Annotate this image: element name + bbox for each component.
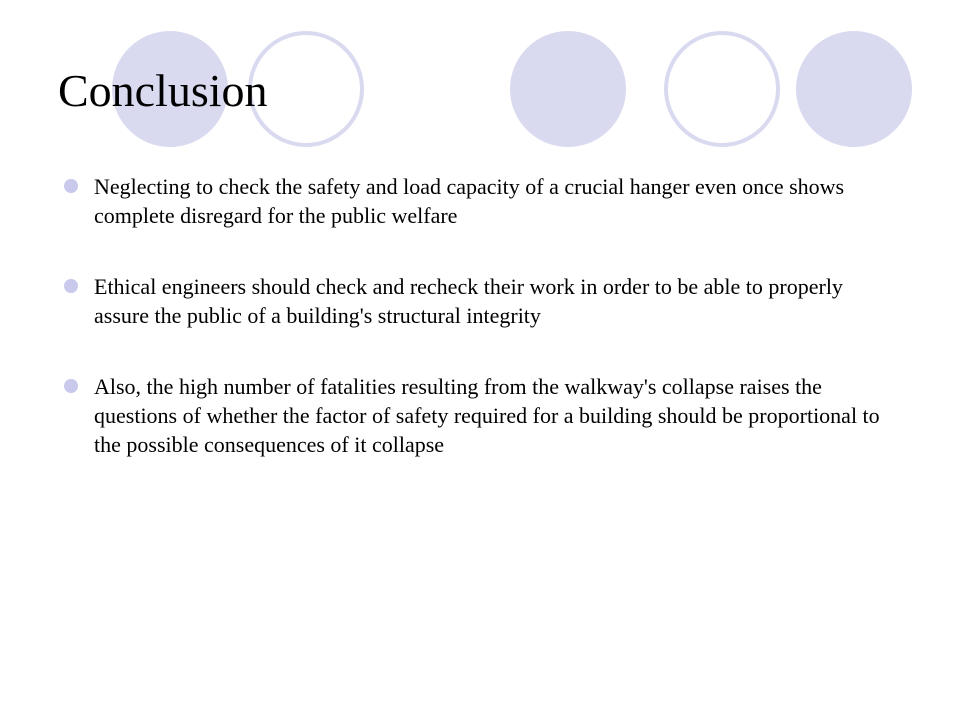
bullet-list xyxy=(60,172,890,501)
bullet-item xyxy=(60,272,890,330)
bullet-item xyxy=(60,372,890,459)
bullet-icon xyxy=(64,379,78,393)
slide-title: Conclusion xyxy=(58,65,268,116)
bullet-text: Also, the high number of fatalities resulting from the walkway's collapse raises the questions of whether the factor of safety required for a building should be proportional to the possible consequences of it collapse xyxy=(94,374,880,457)
bullet-text: Neglecting to check the safety and load capacity of a crucial hanger even once shows complete disregard for the public welfare xyxy=(94,174,845,228)
bullet-icon xyxy=(64,179,78,193)
bullet-item xyxy=(60,172,890,230)
bullet-icon xyxy=(64,279,78,293)
decor-circle-outline-2 xyxy=(666,33,778,145)
bullet-text: Ethical engineers should check and recheck their work in order to be able to properly assure the public of a building's structural integrity xyxy=(94,274,843,328)
decor-circle-filled-2 xyxy=(510,31,626,147)
decor-circle-filled-3 xyxy=(796,31,912,147)
